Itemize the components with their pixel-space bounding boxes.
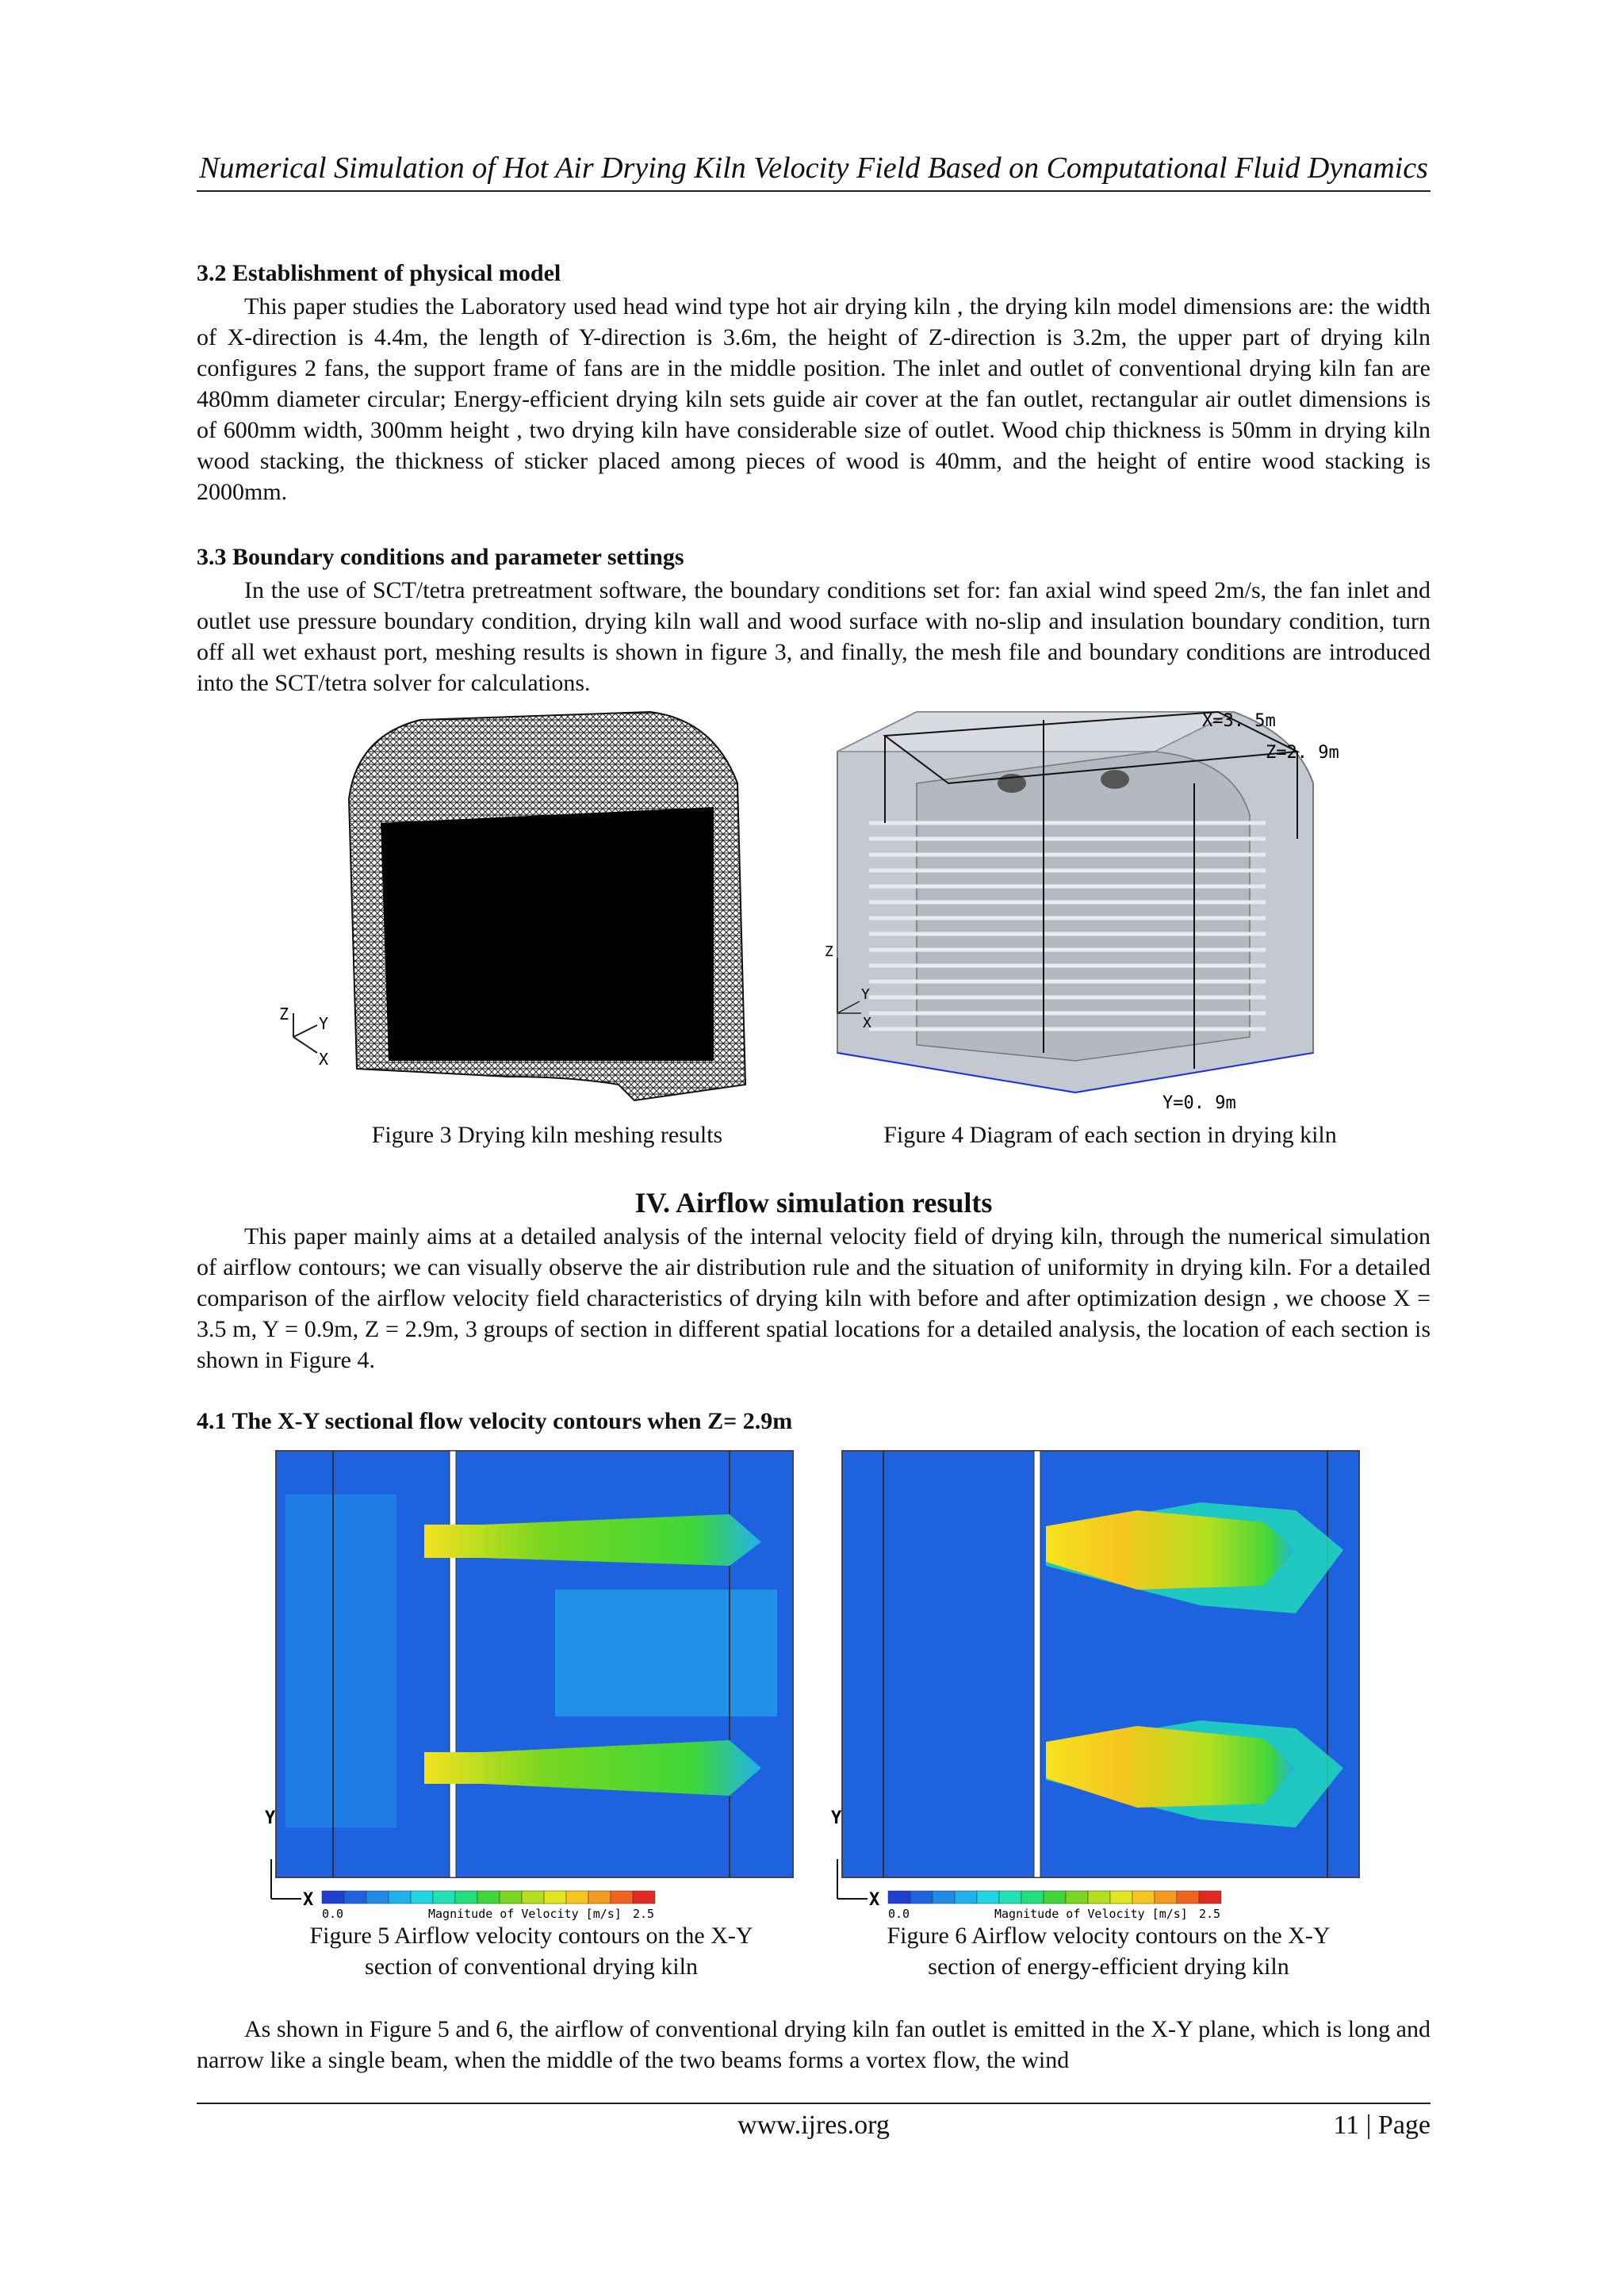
figure-5-caption-line-1: Figure 5 Airflow velocity contours on the X-Y [309,1923,753,1949]
colorbar-swatch [455,1891,477,1904]
colorbar-swatch [366,1891,389,1904]
colorbar-swatch [999,1891,1021,1904]
footer-rule [197,2103,1431,2104]
colorbar-swatch [1044,1891,1066,1904]
sections-diagram [822,704,1399,1116]
figure-6-contours [820,1447,1397,1923]
colorbar-swatch [322,1891,344,1904]
figure-6-caption [820,1920,1397,1982]
axis-y-label: Y [861,986,870,1003]
mesh-image [270,704,825,1108]
colorbar-swatch [522,1891,544,1904]
scale-min: 0.0 [322,1907,344,1921]
axis-y-label: Y [831,1808,842,1828]
scale-min: 0.0 [888,1907,910,1921]
colorbar-swatch [1177,1891,1199,1904]
running-header: Numerical Simulation of Hot Air Drying Kiln Velocity Field Based on Computational Fluid Dynamics [199,151,1428,185]
scale-max: 2.5 [1199,1907,1221,1921]
axis-x-label: X [863,1015,871,1031]
axis-x-label: X [869,1890,880,1910]
figure-4-caption: Figure 4 Diagram of each section in drying kiln [883,1122,1337,1148]
axis-z-label: Z [279,1004,289,1024]
paragraph-4-1: As shown in Figure 5 and 6, the airflow of conventional drying kiln fan outlet is emitted in the X-Y plane, which is long and narrow like a single beam, when the middle of the two beams forms a vortex flow, the wind [197,2016,1431,2073]
figure-3-mesh [270,704,825,1108]
colorbar-swatch [588,1891,611,1904]
footer-site: www.ijres.org [737,2110,890,2140]
scale-label: Magnitude of Velocity [m/s] [428,1907,622,1921]
colorbar-swatch [1199,1891,1221,1904]
scale-max: 2.5 [633,1907,655,1921]
label-x-section: X=3. 5m [1202,711,1276,731]
axis-y-label: Y [265,1808,276,1828]
colorbar-swatch [977,1891,999,1904]
paragraph-4: This paper mainly aims at a detailed analysis of the internal velocity field of drying kiln, through the numerical simulation of airflow contours; we can visually observe the air distribution rule and the situation of uniformity in drying kiln. For a detailed comparison of the airflow velocity field characteristics of drying kiln with before and after optimization design , we choose X = 3.5 m, Y = 0.9m, Z = 2.9m, 3 groups of section in different spatial locations for a detailed analysis, the location of each section is shown in Figure 4. [197,1223,1431,1373]
footer-page-number: 11 | Page [1333,2110,1431,2140]
axis-y-line [293,1025,317,1037]
colorbar-swatch [433,1891,455,1904]
section-heading-3-3: 3.3 Boundary conditions and parameter settings [197,544,684,570]
header-rule [197,190,1431,192]
colorbar-swatch [544,1891,566,1904]
colorbar-swatch [1155,1891,1177,1904]
colorbar-swatch [1021,1891,1044,1904]
figure-6-caption-line-2: section of energy-efficient drying kiln [928,1954,1289,1980]
paragraph-3-2: This paper studies the Laboratory used head wind type hot air drying kiln , the drying kiln model dimensions are: the width of X-direction is 4.4m, the length of Y-direction is 3.6m, the height of Z-direction is 3.2m, the upper part of drying kiln configures 2 fans, the support frame of fans are in the middle position. The inlet and outlet of conventional drying kiln fan are 480mm diameter circular; Energy-efficient drying kiln sets guide air cover at the fan outlet, rectangular air outlet dimensions is of 600mm width, 300mm height , two drying kiln have considerable size of outlet. Wood chip thickness is 50mm in drying kiln wood stacking, the thickness of sticker placed among pieces of wood is 40mm, and the height of entire wood stacking is 2000mm. [197,293,1431,505]
figure-6-caption-line-1: Figure 6 Airflow velocity contours on the X-Y [887,1923,1331,1949]
figure-5-caption [254,1920,809,1982]
scale-label: Magnitude of Velocity [m/s] [994,1907,1188,1921]
axis-z-label: Z [825,943,833,960]
colorbar-swatch [633,1891,655,1904]
colorbar-swatch [611,1891,633,1904]
label-z-section: Z=2. 9m [1266,743,1339,763]
colorbar-swatch [1088,1891,1110,1904]
colorbar-swatch [477,1891,500,1904]
axis-x-line [293,1037,317,1053]
colorbar-swatch [500,1891,522,1904]
axis-y-label: Y [319,1014,329,1033]
paragraph-3-3: In the use of SCT/tetra pretreatment software, the boundary conditions set for: fan axial wind speed 2m/s, the fan inlet and outlet use pressure boundary condition, drying kiln wall and wood surface with no-slip and insulation boundary condition, turn off all wet exhaust port, meshing results is shown in figure 3, and finally, the mesh file and boundary conditions are introduced into the SCT/tetra solver for calculations. [197,577,1431,696]
colorbar-swatch [566,1891,588,1904]
colorbar-6 [888,1891,1221,1904]
colorbar-swatch [910,1891,933,1904]
section-heading-4: IV. Airflow simulation results [634,1187,993,1219]
label-y-section: Y=0. 9m [1162,1093,1236,1113]
contour-plot-conventional [254,1447,809,1923]
axis-x-label: X [303,1890,314,1910]
axis-x-label: X [319,1050,329,1069]
colorbar-swatch [888,1891,910,1904]
figure-3-caption: Figure 3 Drying kiln meshing results [371,1122,723,1148]
colorbar-swatch [411,1891,433,1904]
colorbar-swatch [1110,1891,1132,1904]
colorbar-swatch [1066,1891,1088,1904]
colorbar-swatch [1132,1891,1155,1904]
section-heading-4-1: 4.1 The X-Y sectional flow velocity contours when Z= 2.9m [197,1408,793,1434]
figure-5-contours [254,1447,809,1923]
colorbar-swatch [933,1891,955,1904]
colorbar-swatch [389,1891,411,1904]
colorbar-5 [322,1891,655,1904]
figure-5-caption-line-2: section of conventional drying kiln [365,1954,698,1980]
section-heading-3-2: 3.2 Establishment of physical model [197,260,561,286]
fan-2 [1101,770,1129,789]
figure-4-sections [822,704,1399,1116]
contour-plot-energy-efficient [820,1447,1397,1923]
colorbar-swatch [344,1891,366,1904]
colorbar-swatch [955,1891,977,1904]
